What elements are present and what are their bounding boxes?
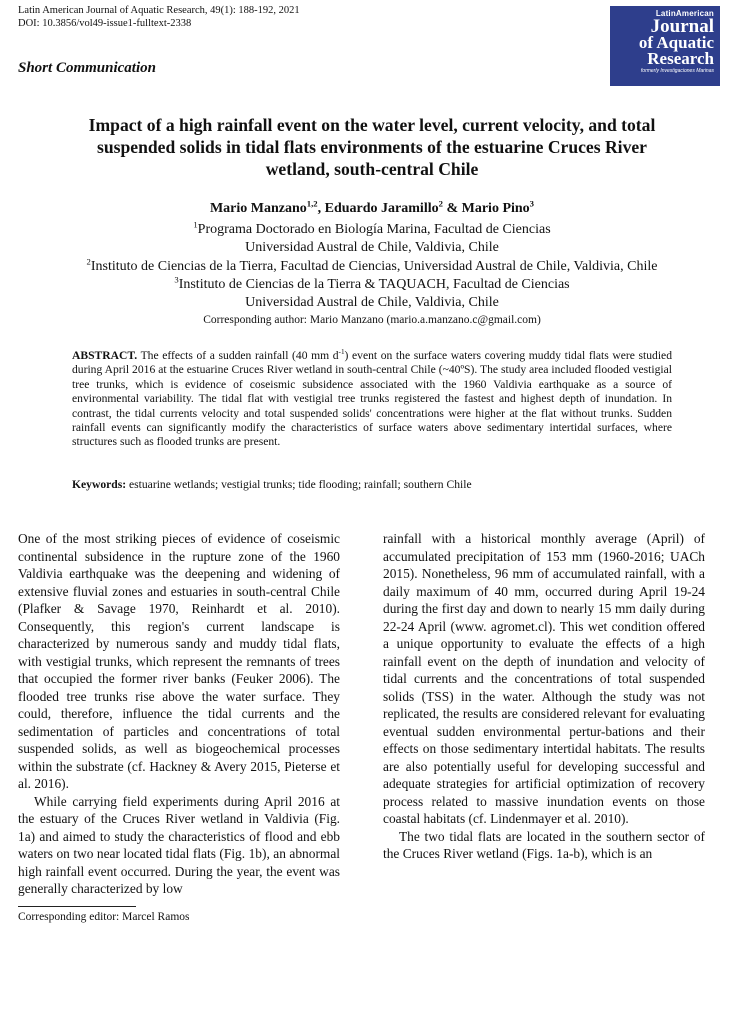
author-name: Eduardo Jaramillo <box>324 201 439 216</box>
author-name: Mario Manzano <box>209 201 307 216</box>
footnote-divider <box>18 906 136 907</box>
affiliation-1: $^1$Programa Doctorado en Biología Marina, Facultad de Ciencias Universidad Austral de Chile, Valdivia, Chile <box>193 219 551 255</box>
title-line: wetland, south-central Chile <box>265 159 479 179</box>
paragraph: One of the most striking pieces of evidence of coseismic continental subsidence in the rupture zone of the 1960 Valdivia earthquake was the deepening and widening of extensive fluvial zones and estuaries in south-central Chile (Plafker & Savage 1970, Reinhardt et al. 2010). Consequently, this region's current landscape is characterized by numerous sandy and muddy tidal flats, with vestigial trunks, which represent the remnants of trees that occupied the former river banks (Feuker 2006). The flooded tree trunks rise above the water surface. They could, therefore, influence the tidal currents and the sedimentation of particles and concentrations of total suspended solids, as well as biogeochemical processes within the substrate (cf. Hackney & Avery 2015, Pieterse et al. 2016). <box>18 531 340 791</box>
journal-reference: Latin American Journal of Aquatic Research, 49(1): 188-192, 2021 <box>18 5 300 16</box>
abstract: ABSTRACT. The effects of a sudden rainfall (40 mm $d^{-1}$) event on the surface waters covering muddy tidal flats were studied during April 2016 at the estuarine Cruces River wetland in south-central Chile (~40ºS). The study area included flooded vestigial tree trunks, which is evidence of coseismic subsidence associated with the 1960 Valdivia earthquake as a source of environmental variability. The tidal flat with vestigial tree trunks registered the fastest and highest depth of inundation. In contrast, the tidal currents velocity and total suspended solids' concentrations were higher at the flat without trunks. Sudden rainfall events can significantly modify the characteristics of surface waters above sedimentary intertidal surfaces, where structures such as flooded trunks are present. <box>72 348 672 449</box>
author-list: Mario Manzano$^{1,2}$, Eduardo Jaramillo$^2$ & Mario Pino$^3$ <box>209 198 535 216</box>
paragraph: rainfall with a historical monthly average (April) of accumulated precipitation of 153 mm (1960-2016; UACh 2015). Nonetheless, 96 mm of accumulated rainfall, with a daily maximum of 40 mm, occurred during April 19-24 during the first day and down to nearly 15 mm daily during 22-24 April (www. agromet.cl). This wet condition offered a unique opportunity to evaluate the effects of a high rainfall event on the depth of inundation and velocity of tidal currents and the concentrations of total suspended solids (TSS) in the water. Although the study was not replicated, the results are considered relevant for evaluating eventual sudden environmental pertur-bations and their effects on those sedimentary intertidal habitats. The results are also potentially useful for developing successful and adequate strategies for artificial optimization of recovery process related to massive inundation events on those coastal habitats (cf. Lindenmayer et al. 2010). <box>383 531 705 826</box>
affiliation-2: $^2$Instituto de Ciencias de la Tierra, Facultad de Ciencias, Universidad Austral de Chile, Valdivia, Chile <box>86 256 658 274</box>
corresponding-author: Corresponding author: Mario Manzano (mario.a.manzano.c@gmail.com) <box>203 314 541 326</box>
abstract-label: ABSTRACT. <box>72 349 138 362</box>
article-title <box>30 114 714 180</box>
title-line: suspended solids in tidal flats environments of the estuarine Cruces River <box>97 137 647 157</box>
affiliation-3: $^3$Instituto de Ciencias de la Tierra & TAQUACH, Facultad de Ciencias Universidad Austral de Chile, Valdivia, Chile <box>174 274 570 310</box>
journal-citation <box>18 4 300 30</box>
author-name: Mario Pino <box>461 201 530 216</box>
section-label: Short Communication <box>18 60 156 76</box>
keywords: Keywords: estuarine wetlands; vestigial trunks; tide flooding; rainfall; southern Chile <box>72 478 472 491</box>
doi: DOI: 10.3856/vol49-issue1-fulltext-2338 <box>18 18 192 29</box>
journal-logo: LatinAmerican Journal of Aquatic Research formerly Investigaciones Marinas <box>610 6 720 86</box>
footnote: Corresponding editor: Marcel Ramos <box>18 911 190 923</box>
keywords-label: Keywords: <box>72 478 127 491</box>
body-column-right <box>383 530 705 863</box>
body-column-left <box>18 530 340 898</box>
title-line: Impact of a high rainfall event on the water level, current velocity, and total <box>88 115 656 135</box>
paragraph: While carrying field experiments during April 2016 at the estuary of the Cruces River wetland in Valdivia (Fig. 1a) and aimed to study the characteristics of flood and ebb waters on two near located tidal flats (Fig. 1b), an abnormal high rainfall event occurred. During the year, the event was generally characterized by low <box>18 793 340 896</box>
paragraph: The two tidal flats are located in the southern sector of the Cruces River wetland (Figs. 1a-b), which is an <box>383 828 705 861</box>
